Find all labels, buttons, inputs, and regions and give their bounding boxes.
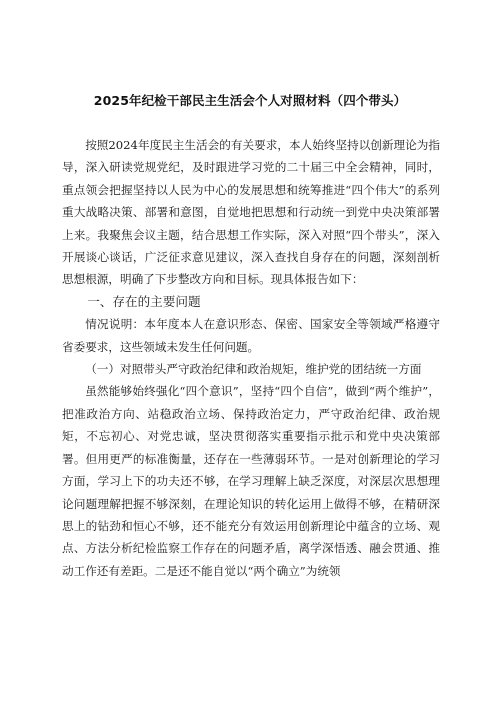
section-heading-problems: 一、存在的主要问题 [87, 293, 201, 309]
subsection-body-1: 虽然能够始终强化“四个意识”，坚持“四个自信”，做到“两个维护”，把准政治方向、站稳政治立场、保持政治定力，严守政治纪律、政治规矩，不忘初心、对党忠诚，坚决贯彻落实重要指示批示和党中央决策部署。但用更严的标准衡量，还存在一些薄弱环节。一是对创新理论的学习方面，学习上下的功夫还不够，在学习理解上缺乏深度，对深层次思想理论问题理解把握不够深刻，在理论知识的转化运用上做得不够，在精研深思上的钻劲和恒心不够，还不能充分有效运用创新理论中蕴含的立场、观点、方法分析纪检监察工作存在的问题矛盾，离学深悟透、融会贯通、推动工作还有差距。二是还不能自觉以“两个确立”为统领 [62, 384, 440, 578]
document-title: 2025年纪检干部民主生活会个人对照材料（四个带头） [93, 93, 407, 108]
intro-paragraph: 按照2024年度民主生活会的有关要求，本人始终坚持以创新理论为指导，深入研读党规党纪，及时跟进学习党的二十届三中全会精神，同时，重点领会把握坚持以人民为中心的发展思想和统筹推进“四个伟大”的系列重大战略决策、部署和意图，自觉地把思想和行动统一到党中央决策部署上来。我聚焦会议主题，结合思想工作实际，深入对照“四个带头”，深入开展谈心谈话，广泛征求意见建议，深入查找自身存在的问题，深刻剖析思想根源，明确了下步整改方向和目标。现具体报告如下： [62, 138, 440, 287]
document-body [62, 134, 440, 582]
situation-paragraph: 情况说明：本年度本人在意识形态、保密、国家安全等领域严格遵守省委要求，这些领域未发生任何问题。 [62, 317, 440, 354]
subsection-heading-1: （一）对照带头严守政治纪律和政治规矩，维护党的团结统一方面 [85, 362, 422, 377]
